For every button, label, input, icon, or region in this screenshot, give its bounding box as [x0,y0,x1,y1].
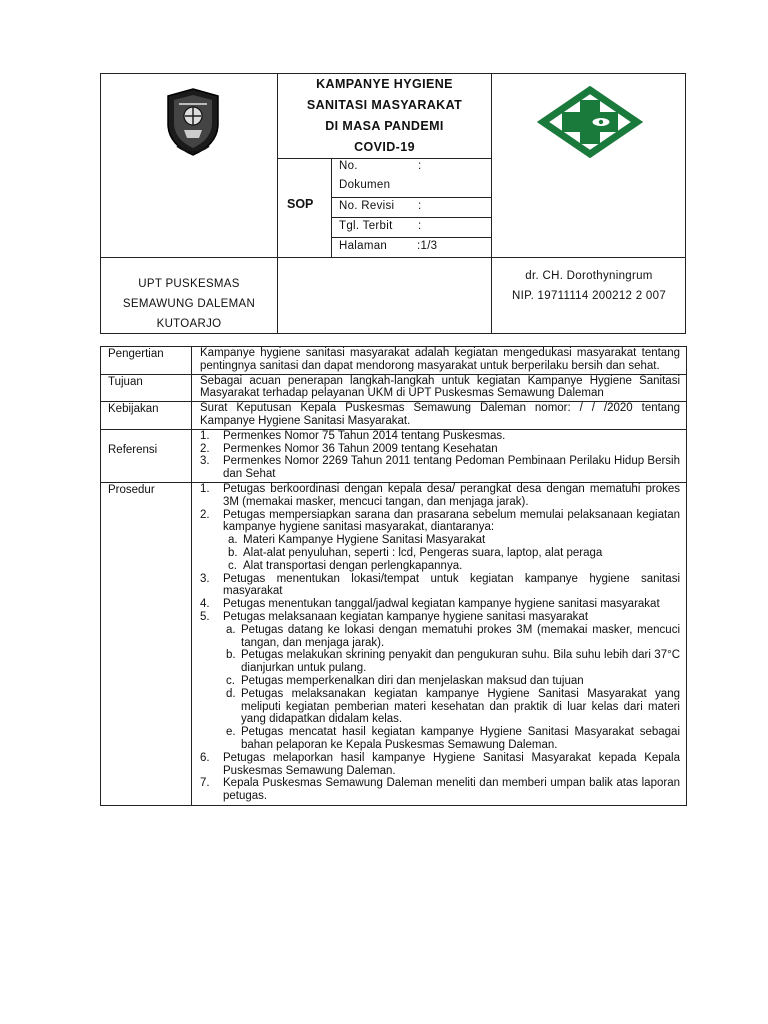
title-line: KAMPANYE HYGIENE [316,77,453,91]
field-label: Halaman [339,240,388,252]
list-item: 7. Kepala Puskesmas Semawung Daleman meneliti dan memberi umpan balik atas laporan petugas. [200,777,680,803]
row-label: Prosedur [101,483,192,805]
tujuan-text: Sebagai acuan penerapan langkah-langkah untuk kegiatan Kampanye Hygiene Sanitasi Masyarakat terhadap pelayanan UKM di UPT Puskesmas Semawung Daleman [200,374,680,400]
field-label: No. Revisi [339,200,395,212]
puskesmas-logo [537,86,643,158]
row-prosedur [101,483,686,806]
field-row-no [332,158,492,178]
sub-item: c. Petugas memperkenalkan diri dan menjelaskan maksud dan tujuan [226,674,584,687]
list-item: 4. Petugas menentukan tanggal/jadwal kegiatan kampanye hygiene sanitasi masyarakat [200,598,660,611]
signer-nip: NIP. 19711114 200212 2 007 [511,290,667,302]
sub-item: c. Alat transportasi dengan perlengkapannya. [228,559,463,572]
list-item: 5. Petugas melaksanaan kegiatan kampanye hygiene sanitasi masyarakat a. Petugas datang ke lokasi dengan mematuhi prokes 3M (memakai masker, mencuci tangan, dan menjaga jarak). b. Petugas melakukan skrining penyakit dan pengukuran suhu. Bila suhu lebih dari 37°C dianjurkan untuk pulang. c. Petugas memperkenalkan diri dan menjelaskan maksud dan tujuan d. Petugas melaksanakan kegiatan kampanye Hygiene Sanitasi Masyarakat yang meliputi kegiatan pemberian materi kesehatan dan praktik di luar kelas dari materi yang didapatkan didalam kelas. e. Petugas mencatat hasil kegiatan kampanye Hygiene Sanitasi Masyarakat sebagai bahan pelaporan ke Kepala Puskesmas Semawung Daleman. [200,610,680,751]
row-content [193,402,686,429]
row-pengertian [101,346,686,375]
signer-block [492,266,686,306]
sop-content-table [100,346,687,806]
sub-item: e. Petugas mencatat hasil kegiatan kampanye Hygiene Sanitasi Masyarakat sebagai bahan pelaporan ke Kepala Puskesmas Semawung Daleman. [226,726,680,751]
list-item: 3. Petugas menentukan lokasi/tempat untuk kegiatan kampanye hygiene sanitasi masyarakat [200,572,680,598]
title-line: DI MASA PANDEMI [325,119,444,133]
row-referensi [101,430,686,483]
pengertian-text: Kampanye hygiene sanitasi masyarakat adalah kegiatan mengedukasi masyarakat tentang pentingnya sanitasi dan dapat mendorong masyarakat untuk berperilaku bersih dan sehat. [200,347,680,372]
list-item: 2. Petugas mempersiapkan sarana dan prasarana sebelum memulai pelaksanaan kegiatan kampanye hygiene sanitasi masyarakat, diantaranya: a. Materi Kampanye Hygiene Sanitasi Masyarakat b. Alat-alat penyuluhan, seperti : lcd, Pengeras suara, laptop, alat peraga c. Alat transportasi dengan perlengkapannya. [200,508,680,572]
title-line: SANITASI MASYARAKAT [306,98,463,112]
row-label: Referensi [101,430,192,482]
field-label: Dokumen [339,179,391,191]
row-content [193,483,686,805]
sub-item: d. Petugas melaksanakan kegiatan kampanye Hygiene Sanitasi Masyarakat yang meliputi kegiatan pemberian materi kesehatan dan praktik di luar kelas dari materi yang didapatkan didalam kelas. [226,687,680,726]
sub-item: b. Alat-alat penyuluhan, seperti : lcd, Pengeras suara, laptop, alat peraga [228,546,603,559]
list-item: 1. Petugas berkoordinasi dengan kepala desa/ perangkat desa dengan mematuhi prokes 3M (memakai masker, mencuci tangan, dan menjaga jarak). [200,482,680,508]
list-item: 6. Petugas melaporkan hasil kampanye Hygiene Sanitasi Masyarakat kepada Kepala Puskesmas Semawung Daleman. [200,751,680,777]
field-value: : [418,220,422,232]
field-value: :1/3 [417,240,438,252]
row-kebijakan [101,402,686,430]
org-line: SEMAWUNG DALEMAN [122,298,256,310]
org-line: UPT PUSKESMAS [138,278,240,290]
field-row-dokumen [332,177,492,197]
field-label: No. [339,160,358,172]
row-content [193,375,686,402]
sub-item: a. Petugas datang ke lokasi dengan mematuhi prokes 3M (memakai masker, mencuci tangan, dan menjaga jarak). [226,623,680,649]
field-row-halaman [332,238,492,258]
field-value: : [418,160,422,172]
row-tujuan [101,375,686,403]
field-label: Tgl. Terbit [339,220,393,232]
field-row-revisi [332,198,492,218]
row-label: Kebijakan [101,402,192,429]
org-line: KUTOARJO [156,318,222,330]
document-fields [332,158,491,257]
row-label: Pengertian [101,347,192,374]
kebijakan-text: Surat Keputusan Kepala Puskesmas Semawung Daleman nomor: / / /2020 tentang Kampanye Hygiene Sanitasi Masyarakat. [200,402,680,427]
referensi-list [200,430,680,481]
document-title [278,74,491,158]
field-row-terbit [332,218,492,238]
row-content [193,347,686,374]
title-line: COVID-19 [354,140,415,154]
list-item: 3. Permenkes Nomor 2269 Tahun 2011 tentang Pedoman Pembinaan Perilaku Hidup Bersih dan Sehat [200,455,680,481]
field-value: : [418,200,422,212]
regency-crest-logo [163,86,223,158]
document-header [100,73,686,334]
row-content [193,430,686,482]
signer-name: dr. CH. Dorothyningrum [525,270,653,282]
prosedur-list [200,483,680,803]
sub-item: a. Materi Kampanye Hygiene Sanitasi Masyarakat [228,534,486,547]
row-label: Tujuan [101,375,192,402]
sub-item: b. Petugas melakukan skrining penyakit dan pengukuran suhu. Bila suhu lebih dari 37°C dianjurkan untuk pulang. [226,649,680,675]
list-item: 1. Permenkes Nomor 75 Tahun 2014 tentang Puskesmas. [200,429,506,442]
sop-label: SOP [287,197,314,211]
list-item: 2. Permenkes Nomor 36 Tahun 2009 tentang Kesehatan [200,442,498,455]
organization-name [101,274,277,334]
